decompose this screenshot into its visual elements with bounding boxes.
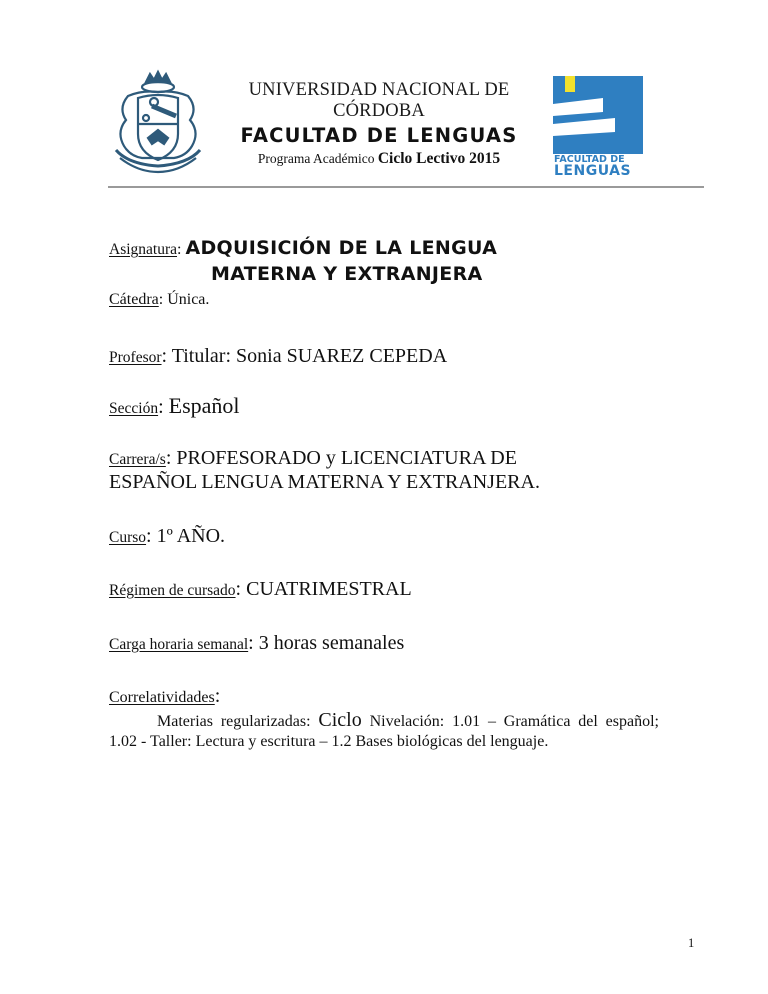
header-title-block [214,80,544,169]
correlatividades-label: Correlatividades [109,689,215,706]
field-regimen: Régimen de cursado: CUATRIMESTRAL [109,578,412,600]
university-name-line2: CÓRDOBA [333,101,425,121]
field-asignatura: Asignatura: ADQUISICIÓN DE LA LENGUA [109,237,498,259]
faculty-name: FACULTAD DE LENGUAS [240,124,518,147]
asignatura-value-line1: ADQUISICIÓN DE LA LENGUA [185,237,498,259]
field-carga-horaria: Carga horaria semanal: 3 horas semanales [109,632,405,654]
field-curso: Curso: 1º AÑO. [109,525,226,547]
asignatura-value-line2-wrap [211,262,483,288]
program-line [214,149,544,169]
header-divider [108,186,704,188]
correlatividades-ciclo: Ciclo [318,709,362,731]
curso-label: Curso [109,529,147,546]
field-catedra: Cátedra: Única. [109,291,210,308]
correlatividades-text: Nivelación: 1.01 – Gramática del español; 1.02 - Taller: Lectura y escritura – 1.2 Bases biológicas del lenguaje. [109,713,659,750]
field-carrera: Carrera/s: PROFESORADO y LICENCIATURA DE [109,447,517,469]
correlatividades-paragraph [109,710,659,752]
profesor-label: Profesor [109,349,162,366]
university-name-line1: UNIVERSIDAD NACIONAL DE [248,80,510,100]
field-seccion: Sección: Español [109,393,240,418]
correlatividades-prefix: Materias regularizadas: [157,713,319,730]
asignatura-label: Asignatura [109,241,178,258]
program-prefix: Programa Académico [257,151,375,166]
curso-value: 1º AÑO. [156,525,226,547]
unc-crest-icon [108,68,208,176]
seccion-value: Español [168,393,240,418]
profesor-value: Titular: Sonia SUAREZ CEPEDA [171,345,448,367]
carrera-value-line1: PROFESORADO y LICENCIATURA DE [176,447,517,469]
field-correlatividades: Correlatividades: [109,685,221,707]
carga-label: Carga horaria semanal [109,636,249,653]
program-cycle: Ciclo Lectivo 2015 [377,150,501,167]
carrera-label: Carrera/s [109,451,166,468]
logo-line2: LENGUAS [554,163,632,176]
asignatura-value-line2: MATERNA Y EXTRANJERA [211,263,483,285]
carga-value: 3 horas semanales [258,632,405,654]
regimen-label: Régimen de cursado [109,582,236,599]
catedra-label: Cátedra [109,291,159,308]
regimen-value: CUATRIMESTRAL [246,578,412,600]
seccion-label: Sección [109,400,159,417]
catedra-value: Única. [167,291,210,308]
carrera-value-line2: ESPAÑOL LENGUA MATERNA Y EXTRANJERA. [109,471,540,493]
logo-line1: FACULTAD DE [554,154,625,165]
facultad-de-lenguas-logo [553,76,643,176]
page-number: 1 [688,936,695,950]
field-profesor: Profesor: Titular: Sonia SUAREZ CEPEDA [109,345,448,367]
